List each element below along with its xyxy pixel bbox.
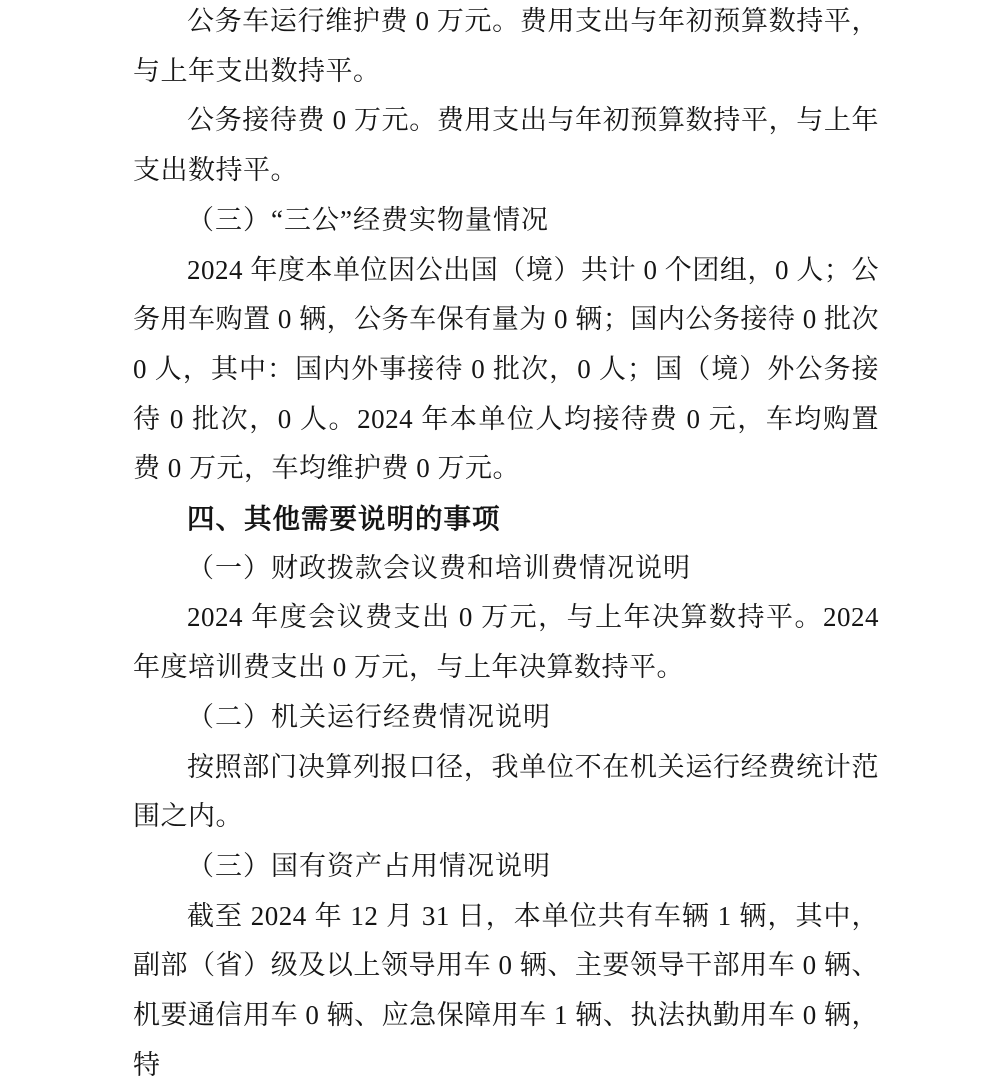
document-page (133, 0, 879, 1090)
paragraph-vehicle-assets-details: 截至 2024 年 12 月 31 日，本单位共有车辆 1 辆，其中，副部（省）级及以上领导用车 0 辆、主要领导干部用车 0 辆、机要通信用车 0 辆、应急保障用车 1 辆、执法执勤用车 0 辆，特 (133, 900, 879, 1080)
paragraph-official-vehicle-maintenance-fee: 公务车运行维护费 0 万元。费用支出与年初预算数持平，与上年支出数持平。 (133, 6, 879, 86)
paragraph-official-reception-fee: 公务接待费 0 万元。费用支出与年初预算数持平，与上年支出数持平。 (133, 105, 879, 186)
subheading-agency-operating-expense-explanation: （二）机关运行经费情况说明 (187, 701, 551, 732)
paragraph-agency-operating-expense-details: 按照部门决算列报口径，我单位不在机关运行经费统计范围之内。 (133, 751, 879, 832)
paragraph-physical-quantity-details: 2024 年度本单位因公出国（境）共计 0 个团组，0 人；公务用车购置 0 辆，公务车保有量为 0 辆；国内公务接待 0 批次 0 人，其中：国内外事接待 0 批次，0 人；国（境）外公务接待 0 批次，0 人。2024 年本单位人均接待费 0 元，车均购置费 0 万元，车均维护费 0 万元。 (133, 254, 879, 484)
subheading-state-owned-assets-occupancy-explanation: （三）国有资产占用情况说明 (187, 850, 551, 881)
subheading-meeting-and-training-fee-explanation: （一）财政拨款会议费和培训费情况说明 (187, 552, 691, 583)
heading-section-four-other-matters: 四、其他需要说明的事项 (187, 503, 501, 535)
paragraph-meeting-training-fee-details: 2024 年度会议费支出 0 万元，与上年决算数持平。2024 年度培训费支出 0 万元，与上年决算数持平。 (133, 602, 879, 683)
subheading-three-public-expenses-physical-quantity: （三）“三公”经费实物量情况 (187, 204, 549, 235)
